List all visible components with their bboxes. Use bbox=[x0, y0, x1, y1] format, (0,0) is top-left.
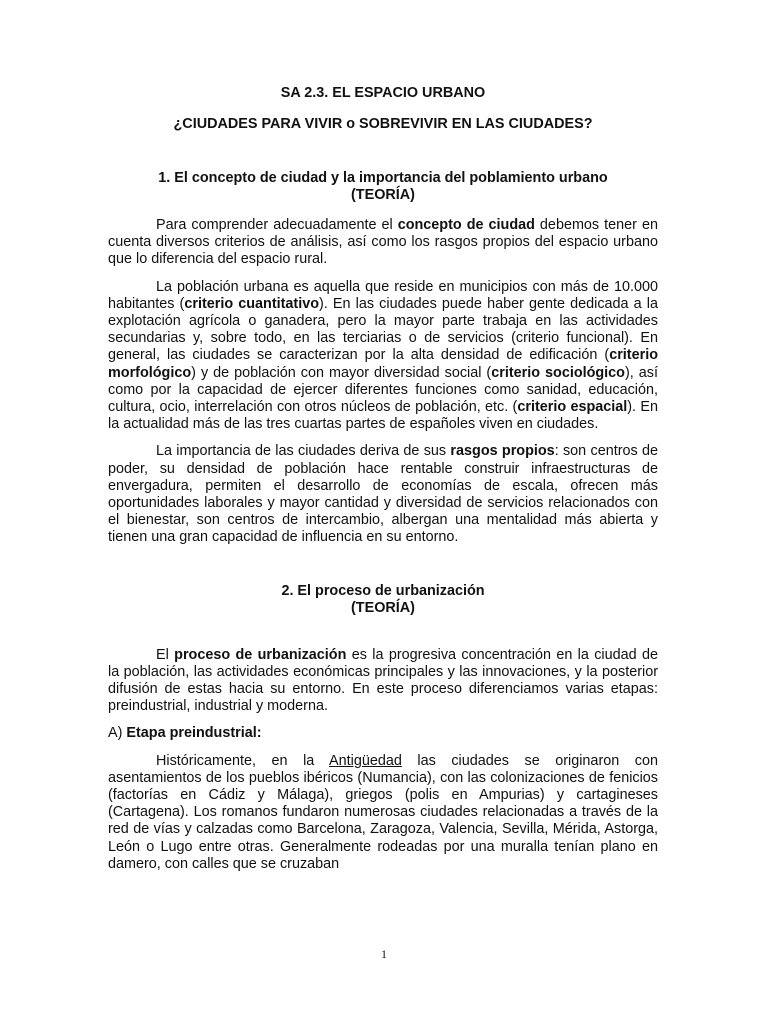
document-title: SA 2.3. EL ESPACIO URBANO bbox=[280, 85, 486, 101]
stage-heading: A) Etapa preindustrial: bbox=[108, 725, 262, 742]
section-2-tag: (TEORÍA) bbox=[351, 599, 415, 616]
bold-term: rasgos propios bbox=[450, 443, 555, 460]
page-number: 1 bbox=[381, 947, 387, 961]
section-2-paragraph-1: El proceso de urbanización es la progresiva concentración en la ciudad de la población, las actividades económicas principales y las innovaciones, y la posterior difusión de estas hacia su entorno. En este proceso diferenciamos varias etapas: preindustrial, industrial y moderna. bbox=[108, 646, 658, 715]
section-1-paragraph-2: La población urbana es aquella que reside en municipios con más de 10.000 habitantes (criterio cuantitativo). En las ciudades puede haber gente dedicada a la explotación agrícola o ganadera, pero la mayor parte trabaja en las actividades secundarias y, sobre todo, en las terciarias o de servicios (criterio funcional). En general, las ciudades se caracterizan por la alta densidad de edificación (criterio morfológico) y de población con mayor diversidad social (criterio sociológico), así como por la capacidad de ejercer diferentes funciones como sanidad, educación, cultura, ocio, interrelación con otros núcleos de población, etc. (criterio espacial). En la actualidad más de las tres cuartas partes de españoles viven en ciudades. bbox=[108, 278, 659, 433]
bold-term: concepto de ciudad bbox=[397, 217, 535, 233]
section-1-paragraph-1: Para comprender adecuadamente el concepto de ciudad debemos tener en cuenta diversos criterios de análisis, así como los rasgos propios del espacio urbano que lo diferencia del espacio rural. bbox=[108, 217, 658, 268]
document-page bbox=[108, 80, 658, 873]
section-1-heading: 1. El concepto de ciudad y la importancia del poblamiento urbano bbox=[158, 170, 608, 186]
bold-term: criterio sociológico bbox=[491, 364, 625, 381]
section-1-paragraph-3: La importancia de las ciudades deriva de sus rasgos propios: son centros de poder, su densidad de población hace rentable construir infraestructuras de envergadura, permiten el desarrollo de economías de escala, ofrecen más oportunidades laborales y mayor cantidad y diversidad de servicios relacionados con el bienestar, son centros de intercambio, albergan una mentalidad más abierta y tienen una gran capacidad de influencia en su entorno. bbox=[108, 443, 658, 546]
section-1-tag: (TEORÍA) bbox=[351, 187, 415, 203]
bold-term: criterio espacial bbox=[517, 399, 628, 416]
section-2-heading: 2. El proceso de urbanización bbox=[281, 582, 485, 599]
document-subtitle: ¿CIUDADES PARA VIVIR o SOBREVIVIR EN LAS CIUDADES? bbox=[173, 116, 593, 132]
bold-term: criterio cuantitativo bbox=[184, 295, 320, 312]
underlined-term: Antigüedad bbox=[329, 752, 402, 769]
bold-term: criterio morfológico bbox=[108, 347, 658, 381]
bold-term: proceso de urbanización bbox=[174, 646, 347, 663]
section-2-paragraph-2: Históricamente, en la Antigüedad las ciudades se originaron con asentamientos de los pueblos ibéricos (Numancia), con las colonizaciones de fenicios (factorías en Cádiz y Málaga), griegos (polis en Ampurias) y cartagineses (Cartagena). Los romanos fundaron numerosas ciudades relacionadas a través de la red de vías y calzadas como Barcelona, Zaragoza, Valencia, Sevilla, Mérida, Astorga, León o Lugo entre otras. Generalmente rodeadas por una muralla tenían plano en damero, con calles que se cruzaban bbox=[108, 752, 658, 872]
